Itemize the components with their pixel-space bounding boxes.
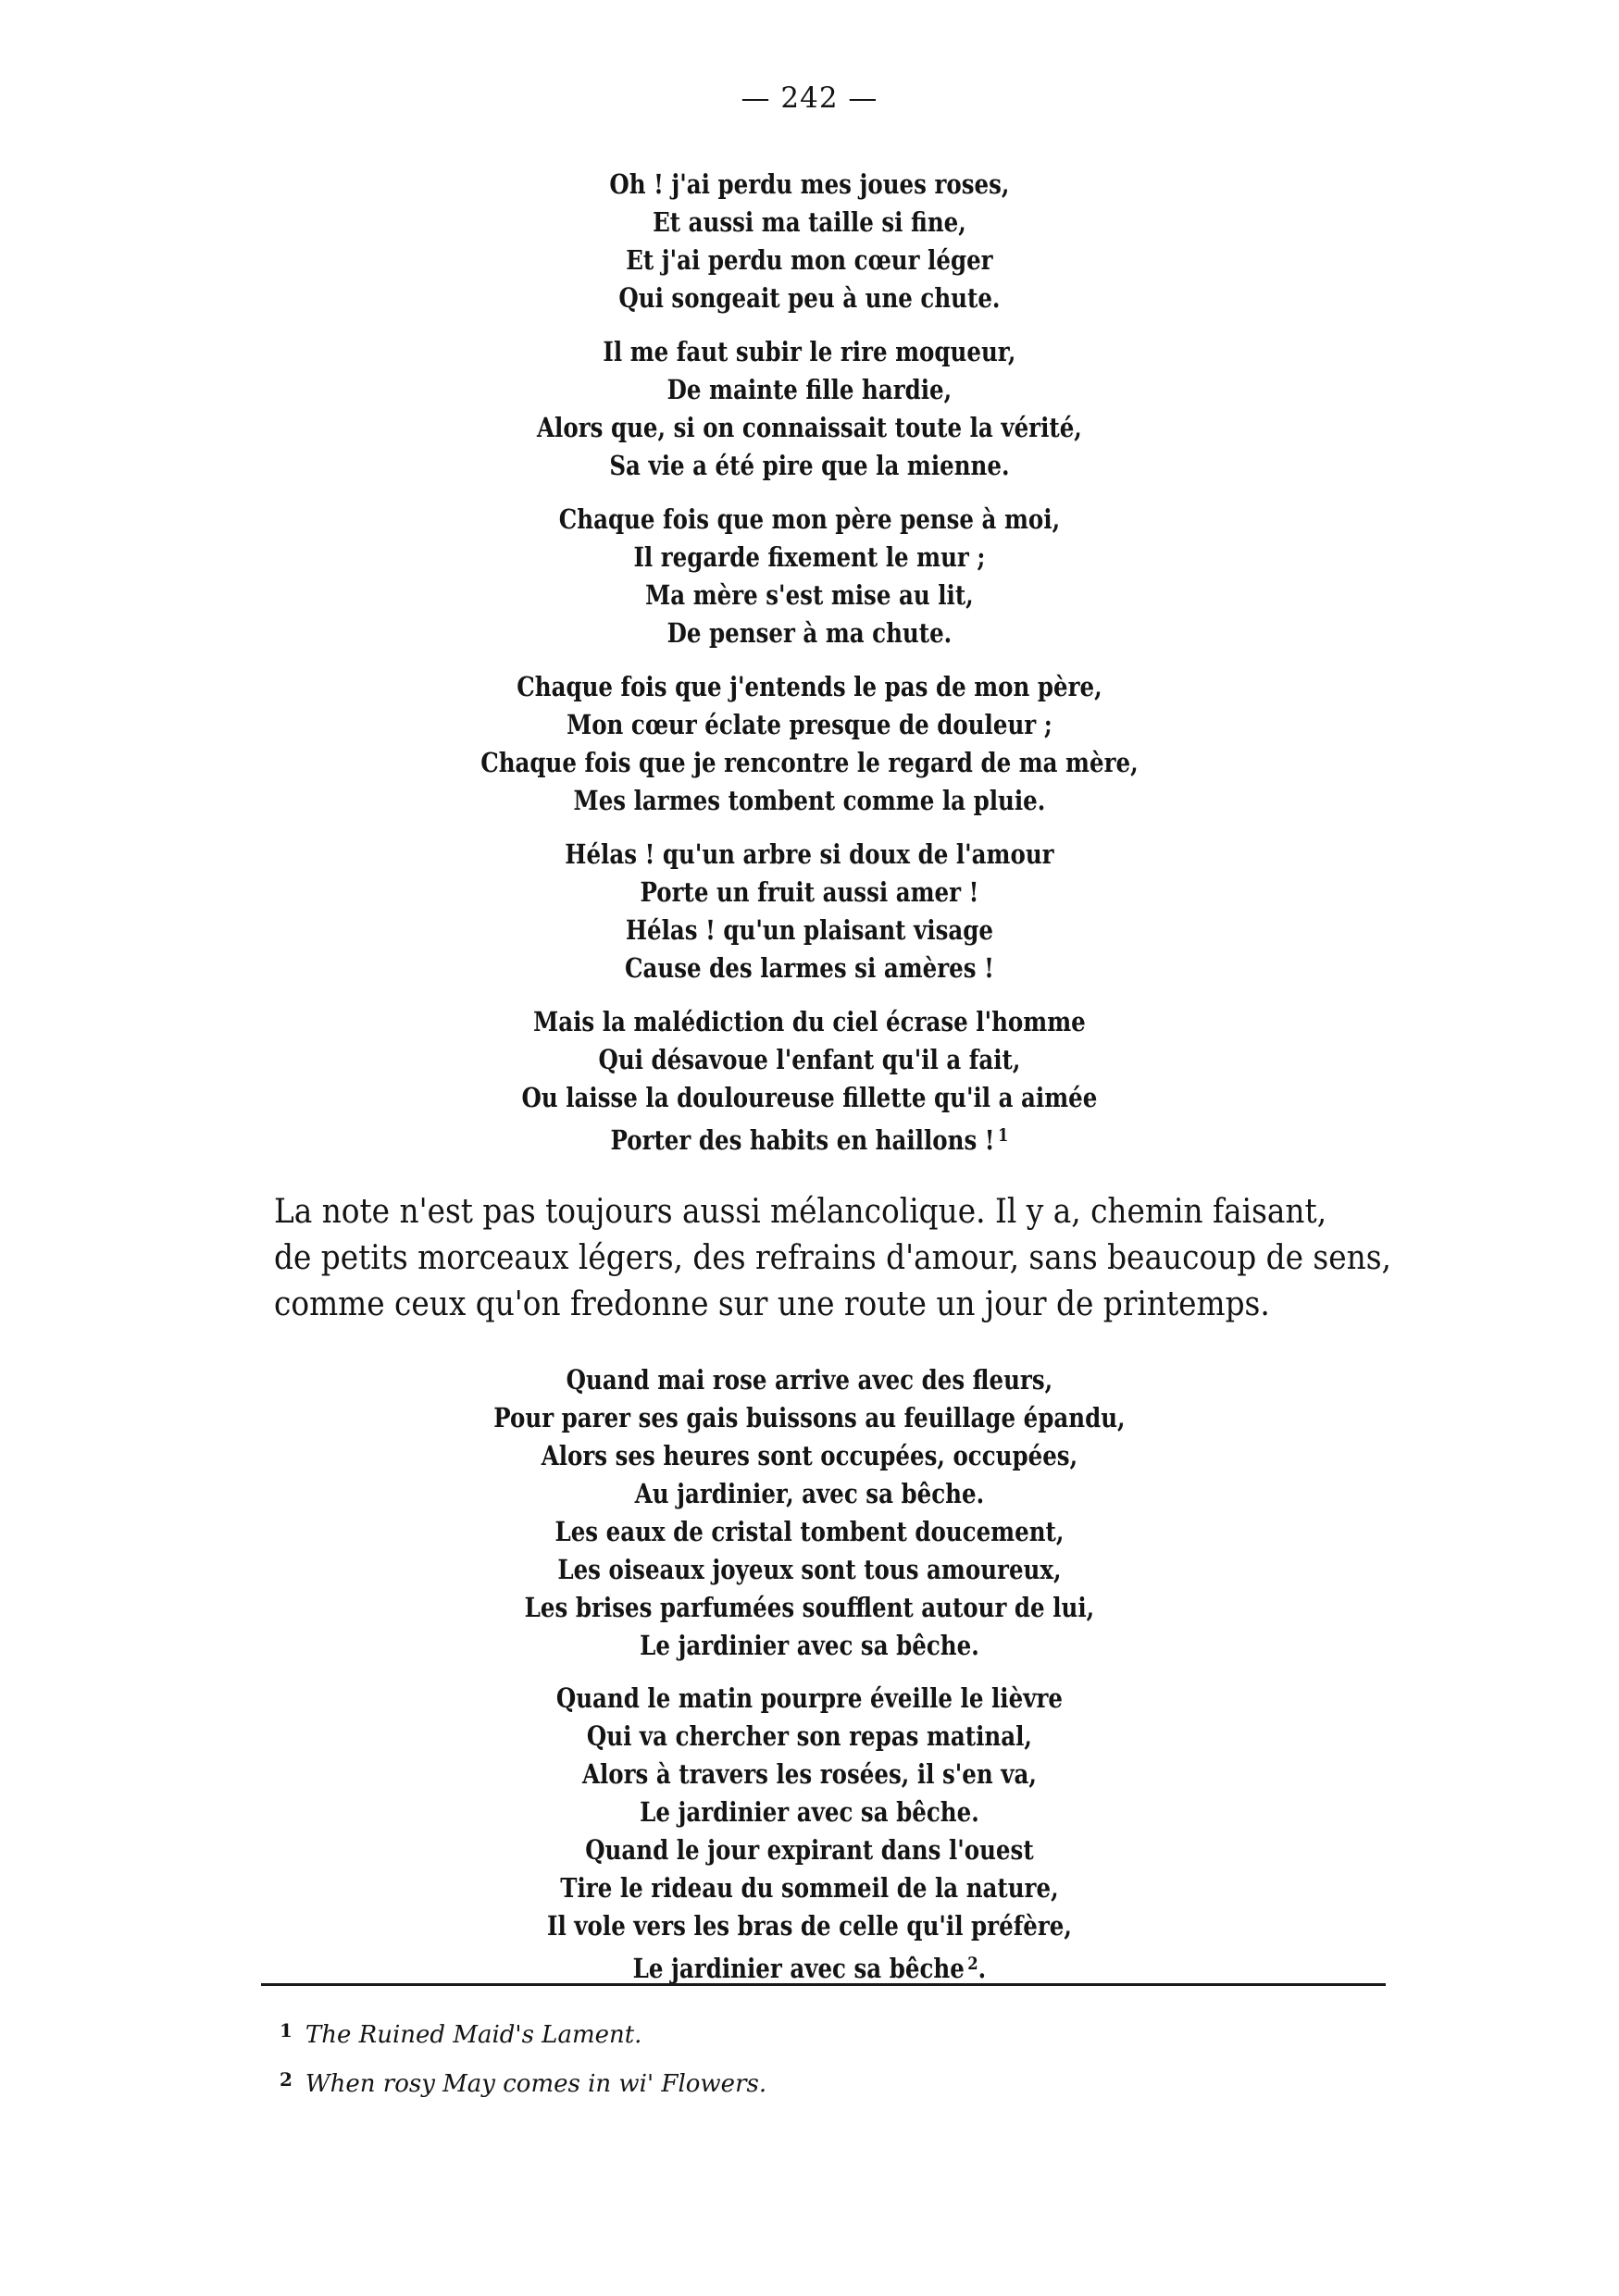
- verse-line: De mainte fille hardie,: [666, 374, 953, 405]
- verse-line: Quand mai rose arrive avec des fleurs,: [566, 1364, 1053, 1396]
- verse-line: Hélas ! qu'un arbre si doux de l'amour: [565, 838, 1054, 870]
- page-number: — 242 —: [741, 81, 878, 115]
- verse-line: Sa vie a été pire que la mienne.: [609, 450, 1010, 481]
- verse-line: Il me faut subir le rire moqueur,: [603, 336, 1016, 367]
- poem2-stanza-1: [113, 1361, 1505, 1665]
- footnote-ref-2: 2: [967, 1954, 978, 1974]
- verse-line: Ou laisse la douloureuse fillette qu'il a aimée: [521, 1082, 1098, 1113]
- poem-stanza-3: [113, 501, 1505, 652]
- footnote-separator: [261, 1983, 1386, 1986]
- verse-line: Le jardinier avec sa bêche.: [640, 1796, 979, 1828]
- verse-line: Ma mère s'est mise au lit,: [645, 579, 974, 611]
- verse-line: Qui va chercher son repas matinal,: [586, 1720, 1032, 1752]
- prose-paragraph: [274, 1189, 1391, 1328]
- poem-stanza-5: [113, 836, 1505, 987]
- verse-line: Porte un fruit aussi amer !: [640, 876, 979, 908]
- verse-line: Au jardinier, avec sa bêche.: [634, 1478, 985, 1509]
- footnote-2: [280, 2057, 766, 2106]
- verse-line: Alors à travers les rosées, il s'en va,: [581, 1758, 1037, 1790]
- verse-line: Le jardinier avec sa bêche.: [640, 1630, 979, 1661]
- verse-period: .: [978, 1953, 987, 1984]
- poem2-stanza-2: [113, 1680, 1505, 1988]
- verse-line: Tire le rideau du sommeil de la nature,: [560, 1872, 1059, 1904]
- verse-line: Pour parer ses gais buissons au feuillage épandu,: [493, 1402, 1126, 1433]
- footnote-1: [280, 2008, 766, 2057]
- verse-line: Qui désavoue l'enfant qu'il a fait,: [598, 1044, 1021, 1075]
- footnote-text: The Ruined Maid's Lament.: [305, 2021, 642, 2049]
- verse-line: Oh ! j'ai perdu mes joues roses,: [609, 168, 1010, 200]
- verse-line: Mais la malédiction du ciel écrase l'homme: [533, 1006, 1086, 1037]
- verse-text: Porter des habits en haillons !: [610, 1124, 995, 1156]
- poem-stanza-1: [113, 166, 1505, 317]
- verse-line: Cause des larmes si amères !: [625, 952, 994, 984]
- footnote-number: 1: [280, 2019, 293, 2042]
- verse-line: Chaque fois que j'entends le pas de mon père,: [517, 671, 1102, 702]
- verse-line: Mes larmes tombent comme la pluie.: [573, 785, 1046, 816]
- verse-line: Il regarde fixement le mur ;: [633, 541, 986, 573]
- footnotes: [280, 2008, 766, 2106]
- footnote-number: 2: [280, 2068, 293, 2091]
- verse-line: Quand le jour expirant dans l'ouest: [585, 1834, 1034, 1866]
- verse-line: [113, 1945, 1505, 1988]
- verse-line: Il vole vers les bras de celle qu'il préfère,: [546, 1910, 1072, 1942]
- verse-line: De penser à ma chute.: [666, 617, 953, 649]
- verse-line: Quand le matin pourpre éveille le lièvre: [555, 1682, 1063, 1714]
- footnote-ref-1: 1: [998, 1125, 1009, 1146]
- verse-line: Chaque fois que je rencontre le regard de ma mère,: [480, 747, 1139, 778]
- verse-line: Les eaux de cristal tombent doucement,: [554, 1516, 1065, 1547]
- verse-line: Les brises parfumées soufflent autour de lui,: [524, 1592, 1095, 1623]
- verse-line: [113, 1117, 1505, 1160]
- verse-line: Et aussi ma taille si fine,: [653, 206, 966, 238]
- prose-line: comme ceux qu'on fredonne sur une route un jour de printemps.: [274, 1285, 1270, 1323]
- verse-line: Qui songeait peu à une chute.: [618, 282, 1001, 314]
- verse-line: Et j'ai perdu mon cœur léger: [626, 244, 993, 276]
- verse-line: Alors que, si on connaissait toute la vérité,: [537, 412, 1082, 443]
- poem-stanza-2: [113, 333, 1505, 485]
- prose-line: La note n'est pas toujours aussi mélancolique. Il y a, chemin faisant,: [274, 1193, 1327, 1231]
- verse-line: Les oiseaux joyeux sont tous amoureux,: [557, 1554, 1062, 1585]
- verse-text: Le jardinier avec sa bêche: [632, 1953, 965, 1984]
- prose-line: de petits morceaux légers, des refrains d'amour, sans beaucoup de sens,: [274, 1239, 1391, 1277]
- verse-line: Alors ses heures sont occupées, occupées,: [541, 1440, 1078, 1471]
- verse-line: Mon cœur éclate presque de douleur ;: [567, 709, 1052, 740]
- verse-line: Chaque fois que mon père pense à moi,: [558, 503, 1061, 535]
- footnote-text: When rosy May comes in wi' Flowers.: [305, 2070, 767, 2098]
- verse-line: Hélas ! qu'un plaisant visage: [625, 914, 994, 946]
- poem-stanza-4: [113, 668, 1505, 820]
- poem-stanza-6: [113, 1003, 1505, 1160]
